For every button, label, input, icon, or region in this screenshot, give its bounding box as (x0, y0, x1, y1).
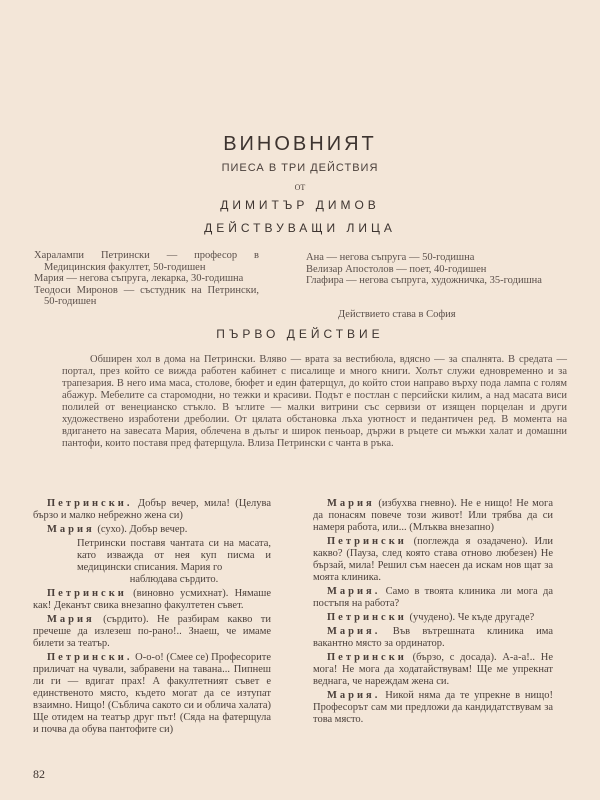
page-number: 82 (33, 767, 45, 781)
speaker-name: Петрински. (47, 652, 133, 663)
cast-item: Глафира — негова съпруга, художничка, 35-годишна (306, 275, 542, 286)
dialogue-line (33, 498, 271, 522)
play-subtitle: ПИЕСА В ТРИ ДЕЙСТВИЯ (221, 162, 379, 174)
cast-heading: ДЕЙСТВУВАЩИ ЛИЦА (204, 221, 396, 235)
cast-item: Ана — негова съпруга — 50-годишна (306, 252, 475, 263)
dialogue-text: Във вътрешната клиника има вакантно място за ординатор. (313, 626, 553, 649)
dialogue-line (33, 588, 271, 612)
act-heading: ПЪРВО ДЕЙСТВИЕ (216, 327, 384, 341)
dialogue-text: (сухо). Добър вечер. (94, 524, 188, 535)
speaker-name: Петрински (47, 588, 127, 599)
dialogue-line (313, 626, 553, 650)
dialogue-text: (учудено). Че къде другаде? (406, 612, 535, 623)
dialogue-line (33, 652, 271, 736)
dialogue-line (313, 612, 553, 624)
speaker-name: Петрински (327, 612, 407, 623)
cast-list-left (34, 250, 259, 308)
dialogue-text: Добър вечер, мила! (Целува бързо и малко небрежно жена си) (33, 498, 271, 521)
setting-note: Действието става в София (338, 309, 456, 320)
dialogue-line (313, 690, 553, 726)
direction-text-end: наблюдава сърдито. (129, 574, 219, 585)
dialogue-line (33, 614, 271, 650)
dialogue-line (33, 524, 271, 536)
dialogue-text: (сърдито). Не разбирам какво ти пречеше да излезеш по-рано!.. Знаеш, че имаме билети за театър. (33, 614, 271, 649)
opening-stage-direction: Обширен хол в дома на Петрински. Вляво — врата за вестибюла, вдясно — за спалнята. В средата — портал, през който се вижда работен кабинет с писалище и много книги. Холът служи едновременно и за трапезария. В него има маса, столове, бюфет и един фатерщул, до който стои направо върху пода лампа с голям абажур. Мебелите са старомодни, но тежки и красиви. Подът е постлан с персийски килим, а над масата виси полилей от венецианско стъкло. В ъглите — малки витрини със сервизи от изящен порцелан и други художествено изработени дреболии. От цялата обстановка лъха уютност и педантичен ред. В момента на вдигането на завесата Мария, облечена в дълъг и широк пеньоар, държи в ръцете си мъжки халат и домашни пантофи, които поставя пред фатерщула. Влиза Петрински с чанта в ръка. (62, 354, 567, 449)
dialogue-text: Никой няма да те упрекне в нищо! Професорът сам ми предложи да кандидатствувам за това място. (313, 690, 553, 725)
speaker-name: Мария (327, 498, 375, 509)
dialogue-text: Само в твоята клиника ли мога да постъпя на работа? (313, 586, 553, 609)
dialogue-line (313, 586, 553, 610)
cast-item: Теодоси Миронов — състудник на Петрински, 50-годишен (34, 284, 259, 307)
cast-item: Велизар Апостолов — поет, 40-годишен (306, 263, 487, 275)
cast-item: Мария — негова съпруга, лекарка, 30-годишна (34, 273, 244, 284)
speaker-name: Мария. (327, 690, 381, 701)
by-label: ОТ (294, 183, 306, 192)
dialogue-line (313, 498, 553, 534)
direction-text: Петрински поставя чантата си на масата, като изважда от нея куп писма и медицински списания. Мария го (77, 538, 271, 573)
cast-item: Харалампи Петрински — професор в Медицинския факултет, 50-годишен (34, 250, 259, 273)
play-title: ВИНОВНИЯТ (223, 133, 377, 155)
speaker-name: Мария. (327, 626, 381, 637)
author-name: ДИМИТЪР ДИМОВ (220, 198, 380, 212)
speaker-name: Петрински (327, 536, 407, 547)
dialogue-column-left (33, 498, 271, 738)
stage-direction (33, 538, 271, 586)
speaker-name: Мария (47, 524, 95, 535)
cast-list-right (306, 252, 544, 287)
speaker-name: Мария (47, 614, 95, 625)
dialogue-text: О-о-о! (Смее се) Професорите приличат на чували, забравени на тавана... Пипнеш ли ги — вдигат прах! А факултетният съвет е единственото място, където могат да се изтупат взаимно. Нищо! (Съблича сакото си и облича халата) Ще отидем на театър друг път! (Сяда на фатерщула и почва да обува пантофите си) (33, 652, 271, 735)
dialogue-text: (виновно усмихнат). Нямаше как! Деканът свика внезапно факултетен съвет. (33, 588, 271, 611)
speaker-name: Петрински (327, 652, 407, 663)
speaker-name: Мария. (327, 586, 381, 597)
dialogue-text: (поглежда я озадачено). Или какво? (Пауза, след която става отново любезен) Не бързай, мила! Решил съм наесен да искам нов щат за моята клиника. (313, 536, 553, 583)
dialogue-text: (бързо, с досада). А-а-а!.. Не мога! Не мога да ходатайствувам! Ще ме упрекнат веднага, че нареждам жена си. (313, 652, 553, 687)
dialogue-column-right (313, 498, 553, 728)
speaker-name: Петрински. (47, 498, 133, 509)
dialogue-line (313, 536, 553, 584)
dialogue-text: (избухва гневно). Не е нищо! Не мога да понасям повече този живот! Или трябва да си намеря работа, или... (Млъква внезапно) (313, 498, 553, 533)
dialogue-line (313, 652, 553, 688)
